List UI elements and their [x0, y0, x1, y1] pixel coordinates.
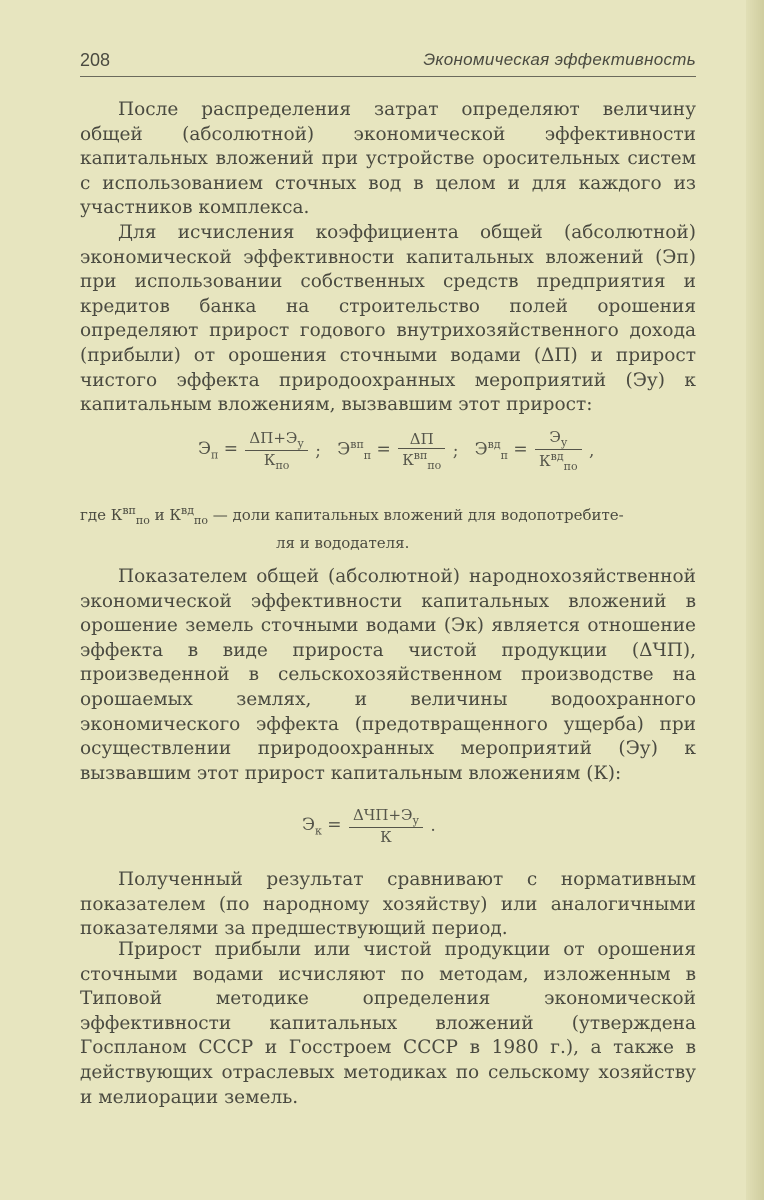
page-number: 208 — [80, 50, 111, 70]
formula1-lhs2: $Э^{вп}_п$ = — [337, 438, 391, 463]
formula1-fraction2: $\frac{\Delta П}{К^{вп}_{по}}$ — [398, 430, 445, 472]
page-header — [80, 50, 696, 77]
paragraph-2: Для исчисления коэффициента общей (абсолютной) экономической эффективности капитальных вложений (Эп) при использовании собственных средств предприятия и кредитов банка на строительство полей орошения определяют прирост годового внутрихозяйственного дохода (прибыли) от орошения сточными водами (ΔП) и прирост чистого эффекта природоохранных мероприятий (Эу) к капитальным вложениям, вызвавшим этот прирост: — [80, 222, 696, 416]
formula1-fraction1: $\frac{\Delta П+Э_у}{К_{по}}$ — [245, 429, 307, 472]
formula2-lhs: $Э_к$ = — [302, 814, 342, 838]
formula-coefficients: $Э_п$ = $\frac{\Delta П+Э_у}{К_{по}}$ ; $Э^{вп}_п$ = $\frac{\Delta П}{К^{вп}_{по}}$ ; $Э^{вд}_п$ = $\frac{Э_у}{К^{вд}_{по}}$ , — [198, 428, 595, 473]
formula1-lhs1: $Э_п$ = — [198, 439, 239, 462]
formula1-fraction3: $\frac{Э_у}{К^{вд}_{по}}$ — [535, 428, 582, 473]
paragraph-4: Полученный результат сравнивают с нормативным показателем (по народному хозяйству) или аналогичными показателями за предшествующий период. — [80, 869, 696, 940]
running-title: Экономическая эффективность — [423, 50, 696, 69]
formula-efficiency: $Э_к$ = $\frac{\Delta ЧП+Э_у}{К}$ . — [302, 806, 436, 846]
formula-note: где $К^{вп}_{по}$ и $К^{вд}_{по}$ — доли капитальных вложений для водопотребите- ля и вододателя. — [80, 504, 624, 552]
page-edge — [746, 0, 764, 1200]
paragraph-3: Показателем общей (абсолютной) народнохозяйственной экономической эффективности капитальных вложений в орошение земель сточными водами (Эк) является отношение эффекта в виде прироста чистой продукции (ΔЧП), произведенной в сельскохозяйственном производстве на орошаемых землях, и величины водоохранного экономического эффекта (предотвращенного ущерба) при осуществлении природоохранных мероприятий (Эу) к вызвавшим этот прирост капитальным вложениям (К): — [80, 566, 696, 784]
paragraph-1: После распределения затрат определяют величину общей (абсолютной) экономической эффективности капитальных вложений при устройстве оросительных систем с использованием сточных вод в целом и для каждого из участников комплекса. — [80, 99, 696, 219]
paragraph-5: Прирост прибыли или чистой продукции от орошения сточными водами исчисляют по методам, изложенным в Типовой методике определения экономической эффективности капитальных вложений (утверждена Госпланом СССР и Госстроем СССР в 1980 г.), а также в действующих отраслевых методиках по сельскому хозяйству и мелиорации земель. — [80, 939, 696, 1108]
formula1-lhs3: $Э^{вд}_п$ = — [474, 438, 528, 463]
formula2-fraction: $\frac{\Delta ЧП+Э_у}{К}$ — [349, 806, 423, 846]
